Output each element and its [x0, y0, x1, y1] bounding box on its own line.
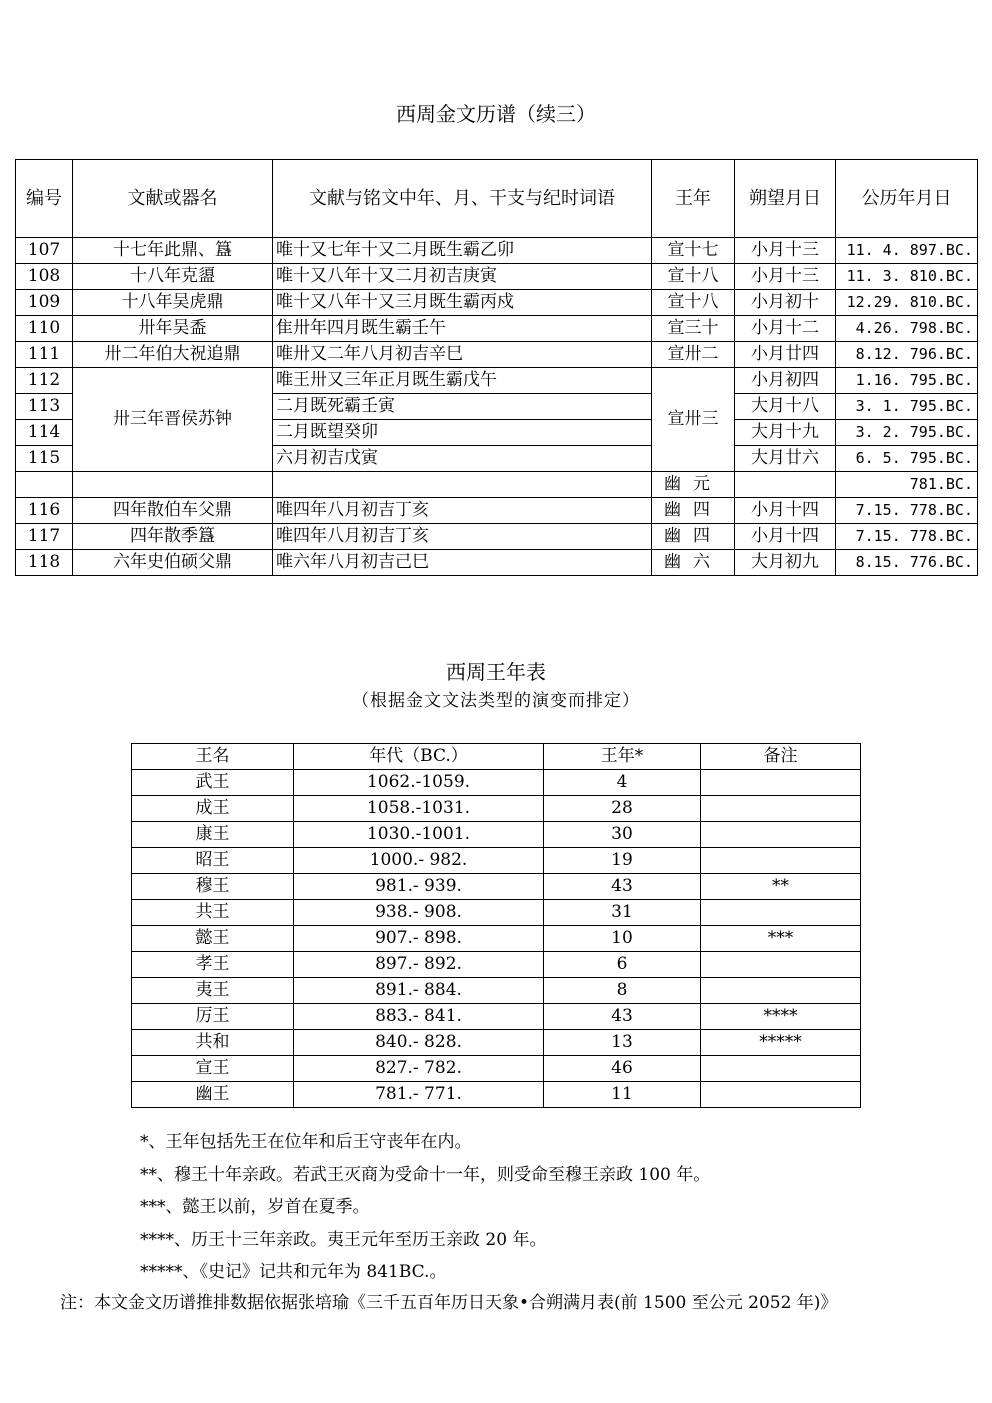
- cell-no: 110: [16, 316, 73, 342]
- cell-date: 6. 5. 795.BC.: [836, 446, 978, 472]
- cell-name: 十七年此鼎、簋: [73, 238, 273, 264]
- cell-years: 6: [544, 952, 701, 978]
- cell-year: 幽六: [652, 550, 735, 576]
- cell-note: [701, 822, 861, 848]
- cell-period: 891.- 884.: [294, 978, 544, 1004]
- cell-note: ****: [701, 1004, 861, 1030]
- note-item: ****、历王十三年亲政。夷王元年至历王亲政 20 年。: [140, 1229, 547, 1250]
- cell-years: 19: [544, 848, 701, 874]
- cell-name: 卅二年伯大祝追鼎: [73, 342, 273, 368]
- cell-month: 大月十九: [735, 420, 836, 446]
- cell-year: 宣十八: [652, 290, 735, 316]
- table-row: [132, 900, 861, 926]
- header-text: 文献与铭文中年、月、干支与纪时词语: [273, 160, 652, 238]
- cell-month: 小月初十: [735, 290, 836, 316]
- cell-text: 二月既望癸卯: [273, 420, 652, 446]
- cell-name: 四年散季簋: [73, 524, 273, 550]
- note-item: *、王年包括先王在位年和后王守丧年在内。: [140, 1132, 472, 1152]
- cell-note: ***: [701, 926, 861, 952]
- header-name: 文献或器名: [73, 160, 273, 238]
- cell-name: 四年散伯车父鼎: [73, 498, 273, 524]
- cell-period: 981.- 939.: [294, 874, 544, 900]
- calendar-header-row: [16, 160, 978, 238]
- cell-no: 115: [16, 446, 73, 472]
- cell-month: 小月初四: [735, 368, 836, 394]
- cell-text: 唯十又八年十又三月既生霸丙戍: [273, 290, 652, 316]
- header-years: 王年*: [544, 744, 701, 770]
- cell-date: 11. 4. 897.BC.: [836, 238, 978, 264]
- cell-name: 十八年克盨: [73, 264, 273, 290]
- cell-years: 30: [544, 822, 701, 848]
- note-item: ***、懿王以前，岁首在夏季。: [140, 1197, 370, 1217]
- cell-year: 宣卅三: [652, 368, 735, 472]
- cell-note: [701, 978, 861, 1004]
- table-row: [16, 550, 978, 576]
- table-row: [16, 342, 978, 368]
- cell-text: 唯四年八月初吉丁亥: [273, 524, 652, 550]
- cell-text: [273, 472, 652, 498]
- cell-years: 31: [544, 900, 701, 926]
- cell-year: 宣三十: [652, 316, 735, 342]
- cell-date: 781.BC.: [836, 472, 978, 498]
- cell-years: 28: [544, 796, 701, 822]
- cell-note: *****: [701, 1030, 861, 1056]
- cell-text: 二月既死霸壬寅: [273, 394, 652, 420]
- cell-period: 883.- 841.: [294, 1004, 544, 1030]
- cell-no: 113: [16, 394, 73, 420]
- cell-note: [701, 1056, 861, 1082]
- table-row: [132, 926, 861, 952]
- cell-name: 六年史伯硕父鼎: [73, 550, 273, 576]
- cell-date: 7.15. 778.BC.: [836, 524, 978, 550]
- king-header-row: [132, 744, 861, 770]
- cell-note: [701, 1082, 861, 1108]
- cell-period: 827.- 782.: [294, 1056, 544, 1082]
- cell-no: 116: [16, 498, 73, 524]
- table-row: [132, 952, 861, 978]
- cell-month: 小月十三: [735, 238, 836, 264]
- cell-year: 幽元: [652, 472, 735, 498]
- table-notes: [140, 1126, 710, 1289]
- cell-text: 唯十又七年十又二月既生霸乙卯: [273, 238, 652, 264]
- note-item: **、穆王十年亲政。若武王灭商为受命十一年，则受命至穆王亲政 100 年。: [140, 1164, 711, 1185]
- header-no: 编号: [16, 160, 73, 238]
- cell-king: 共和: [132, 1030, 294, 1056]
- cell-no: 118: [16, 550, 73, 576]
- cell-date: 8.12. 796.BC.: [836, 342, 978, 368]
- cell-month: 小月十四: [735, 524, 836, 550]
- calendar-table: [15, 159, 978, 576]
- cell-date: 3. 2. 795.BC.: [836, 420, 978, 446]
- table-row: [16, 472, 978, 498]
- cell-years: 46: [544, 1056, 701, 1082]
- note-item: *****、《史记》记共和元年为 841BC.。: [140, 1262, 447, 1282]
- table-row: [16, 290, 978, 316]
- cell-period: 1000.- 982.: [294, 848, 544, 874]
- cell-date: 8.15. 776.BC.: [836, 550, 978, 576]
- cell-king: 懿王: [132, 926, 294, 952]
- cell-year: 宣卅二: [652, 342, 735, 368]
- cell-note: [701, 952, 861, 978]
- cell-king: 成王: [132, 796, 294, 822]
- cell-years: 4: [544, 770, 701, 796]
- page-title: 西周金文历谱（续三）: [396, 102, 596, 126]
- cell-years: 43: [544, 1004, 701, 1030]
- source-footnote: 注：本文金文历谱推排数据依据张培瑜《三千五百年历日天象•合朔满月表(前 1500 至公元 2052 年)》: [60, 1293, 838, 1313]
- cell-king: 孝王: [132, 952, 294, 978]
- cell-text: 六月初吉戊寅: [273, 446, 652, 472]
- table-row: [16, 498, 978, 524]
- cell-month: 小月十二: [735, 316, 836, 342]
- cell-years: 10: [544, 926, 701, 952]
- cell-no: [16, 472, 73, 498]
- cell-years: 11: [544, 1082, 701, 1108]
- cell-year: 宣十七: [652, 238, 735, 264]
- cell-no: 117: [16, 524, 73, 550]
- cell-years: 13: [544, 1030, 701, 1056]
- cell-king: 宣王: [132, 1056, 294, 1082]
- section-subtitle: （根据金文文法类型的演变而排定）: [352, 691, 640, 711]
- table-row: [132, 1030, 861, 1056]
- cell-name: 十八年吴虎鼎: [73, 290, 273, 316]
- cell-king: 厉王: [132, 1004, 294, 1030]
- cell-period: 840.- 828.: [294, 1030, 544, 1056]
- cell-king: 共王: [132, 900, 294, 926]
- header-period: 年代（BC.）: [294, 744, 544, 770]
- header-month: 朔望月日: [735, 160, 836, 238]
- table-row: [132, 848, 861, 874]
- table-row: [16, 264, 978, 290]
- cell-no: 107: [16, 238, 73, 264]
- cell-month: [735, 472, 836, 498]
- cell-no: 109: [16, 290, 73, 316]
- table-row: [132, 1056, 861, 1082]
- cell-note: [701, 796, 861, 822]
- cell-date: 7.15. 778.BC.: [836, 498, 978, 524]
- table-row: [132, 822, 861, 848]
- cell-note: **: [701, 874, 861, 900]
- cell-date: 12.29. 810.BC.: [836, 290, 978, 316]
- section-title: 西周王年表: [446, 660, 546, 684]
- cell-text: 唯四年八月初吉丁亥: [273, 498, 652, 524]
- table-row: [132, 1082, 861, 1108]
- cell-month: 大月初九: [735, 550, 836, 576]
- king-years-table: [131, 743, 861, 1108]
- table-row: [132, 1004, 861, 1030]
- cell-name: 卅年吴盉: [73, 316, 273, 342]
- cell-king: 穆王: [132, 874, 294, 900]
- cell-years: 43: [544, 874, 701, 900]
- cell-no: 112: [16, 368, 73, 394]
- cell-king: 康王: [132, 822, 294, 848]
- cell-month: 大月廿六: [735, 446, 836, 472]
- cell-period: 781.- 771.: [294, 1082, 544, 1108]
- cell-year: 幽四: [652, 498, 735, 524]
- header-king: 王名: [132, 744, 294, 770]
- cell-text: 隹卅年四月既生霸壬午: [273, 316, 652, 342]
- cell-text: 唯六年八月初吉己巳: [273, 550, 652, 576]
- cell-no: 111: [16, 342, 73, 368]
- cell-king: 幽王: [132, 1082, 294, 1108]
- cell-period: 938.- 908.: [294, 900, 544, 926]
- cell-month: 小月十三: [735, 264, 836, 290]
- cell-years: 8: [544, 978, 701, 1004]
- cell-month: 大月十八: [735, 394, 836, 420]
- cell-date: 11. 3. 810.BC.: [836, 264, 978, 290]
- table-row: [16, 238, 978, 264]
- cell-year: 幽四: [652, 524, 735, 550]
- cell-month: 小月廿四: [735, 342, 836, 368]
- table-row: [16, 316, 978, 342]
- cell-note: [701, 770, 861, 796]
- header-year: 王年: [652, 160, 735, 238]
- cell-period: 1058.-1031.: [294, 796, 544, 822]
- cell-king: 夷王: [132, 978, 294, 1004]
- cell-king: 昭王: [132, 848, 294, 874]
- table-row: [16, 524, 978, 550]
- cell-date: 3. 1. 795.BC.: [836, 394, 978, 420]
- cell-text: 唯卅又二年八月初吉辛巳: [273, 342, 652, 368]
- cell-year: 宣十八: [652, 264, 735, 290]
- cell-text: 唯十又八年十又二月初吉庚寅: [273, 264, 652, 290]
- cell-name: [73, 472, 273, 498]
- cell-period: 907.- 898.: [294, 926, 544, 952]
- table-row: [132, 874, 861, 900]
- table-row: [132, 770, 861, 796]
- table-row: [132, 796, 861, 822]
- cell-month: 小月十四: [735, 498, 836, 524]
- table-row: [16, 368, 978, 394]
- cell-note: [701, 900, 861, 926]
- cell-no: 114: [16, 420, 73, 446]
- cell-period: 897.- 892.: [294, 952, 544, 978]
- cell-text: 唯王卅又三年正月既生霸戊午: [273, 368, 652, 394]
- cell-period: 1062.-1059.: [294, 770, 544, 796]
- cell-note: [701, 848, 861, 874]
- cell-period: 1030.-1001.: [294, 822, 544, 848]
- cell-king: 武王: [132, 770, 294, 796]
- cell-date: 1.16. 795.BC.: [836, 368, 978, 394]
- cell-name: 卅三年晋侯苏钟: [73, 368, 273, 472]
- cell-no: 108: [16, 264, 73, 290]
- cell-date: 4.26. 798.BC.: [836, 316, 978, 342]
- header-date: 公历年月日: [836, 160, 978, 238]
- table-row: [132, 978, 861, 1004]
- header-note: 备注: [701, 744, 861, 770]
